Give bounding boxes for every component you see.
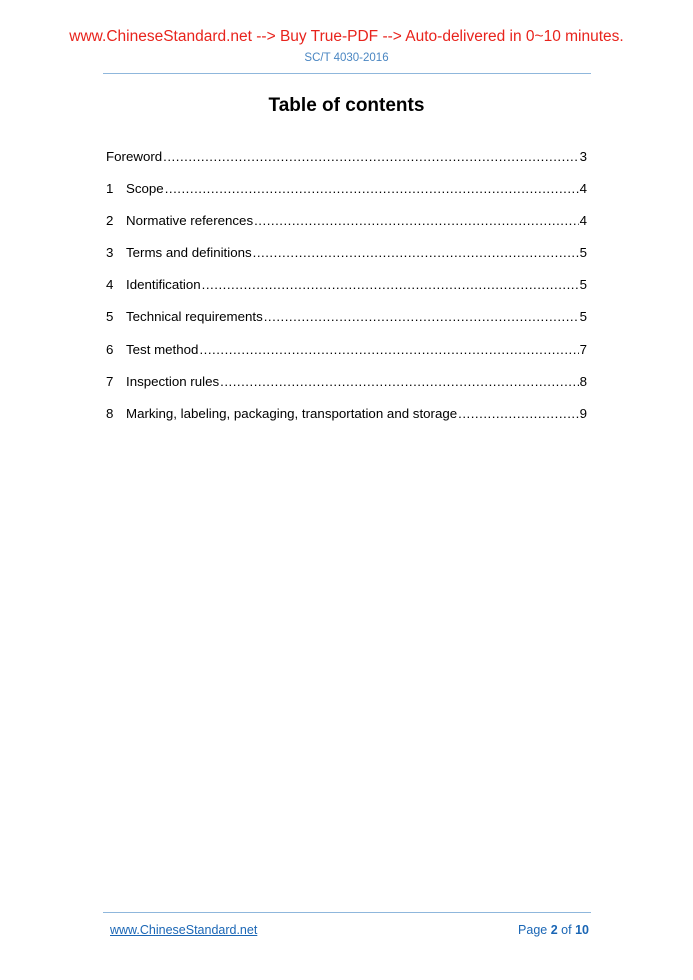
toc-entry-marking-labeling[interactable]	[106, 404, 587, 436]
toc-page-number: 7	[579, 341, 587, 357]
toc-page-number: 9	[579, 405, 587, 421]
toc-page-number: 5	[579, 277, 587, 293]
toc-number: 3	[106, 245, 114, 261]
toc-dot-leader	[165, 179, 579, 199]
toc-number: 5	[106, 309, 114, 325]
toc-entry-scope[interactable]	[106, 179, 587, 211]
toc-title: Technical requirements	[126, 309, 263, 325]
table-of-contents	[106, 147, 587, 436]
toc-dot-leader	[264, 307, 579, 327]
toc-title: Identification	[126, 277, 201, 293]
toc-page-number: 8	[579, 373, 587, 389]
toc-entry-inspection-rules[interactable]	[106, 372, 587, 404]
header-divider	[103, 73, 591, 74]
toc-dot-leader	[254, 211, 578, 231]
toc-number: 7	[106, 373, 114, 389]
toc-entry-technical-requirements[interactable]	[106, 307, 587, 339]
banner-text: www.ChineseStandard.net --> Buy True-PDF --> Auto-delivered in 0~10 minutes.	[69, 28, 624, 45]
toc-title: Terms and definitions	[126, 245, 252, 261]
page-word: Page	[518, 923, 548, 937]
page-indicator	[518, 923, 589, 937]
toc-dot-leader	[199, 340, 578, 360]
toc-dot-leader	[220, 372, 578, 392]
toc-title: Normative references	[126, 213, 254, 229]
current-page-number: 2	[550, 923, 558, 937]
toc-page-number: 4	[579, 181, 587, 197]
page-title: Table of contents	[268, 95, 425, 116]
toc-entry-terms-and-definitions[interactable]	[106, 243, 587, 275]
toc-number: 6	[106, 341, 114, 357]
toc-entry-identification[interactable]	[106, 275, 587, 307]
toc-dot-leader	[202, 275, 579, 295]
toc-number: 1	[106, 181, 114, 197]
toc-page-number: 3	[579, 149, 587, 164]
toc-title: Scope	[126, 181, 164, 197]
toc-title: Inspection rules	[126, 373, 220, 389]
toc-dot-leader	[163, 147, 578, 167]
toc-number: 2	[106, 213, 114, 229]
toc-page-number: 5	[579, 245, 587, 261]
toc-entry-test-method[interactable]	[106, 340, 587, 372]
footer-divider	[103, 912, 591, 913]
toc-dot-leader	[253, 243, 579, 263]
toc-dot-leader	[458, 404, 578, 424]
toc-title: Foreword	[106, 149, 163, 164]
toc-page-number: 5	[579, 309, 587, 325]
toc-title: Marking, labeling, packaging, transportation and storage	[126, 405, 458, 421]
toc-entry-normative-references[interactable]	[106, 211, 587, 243]
toc-number: 4	[106, 277, 114, 293]
toc-entry-foreword[interactable]	[106, 147, 587, 179]
standard-code: SC/T 4030-2016	[304, 52, 389, 64]
toc-number: 8	[106, 405, 114, 421]
toc-page-number: 4	[579, 213, 587, 229]
footer-website-link[interactable]: www.ChineseStandard.net	[110, 923, 258, 937]
page-of-word: of	[561, 923, 572, 937]
toc-title: Test method	[126, 341, 199, 357]
total-pages-number: 10	[575, 923, 589, 937]
